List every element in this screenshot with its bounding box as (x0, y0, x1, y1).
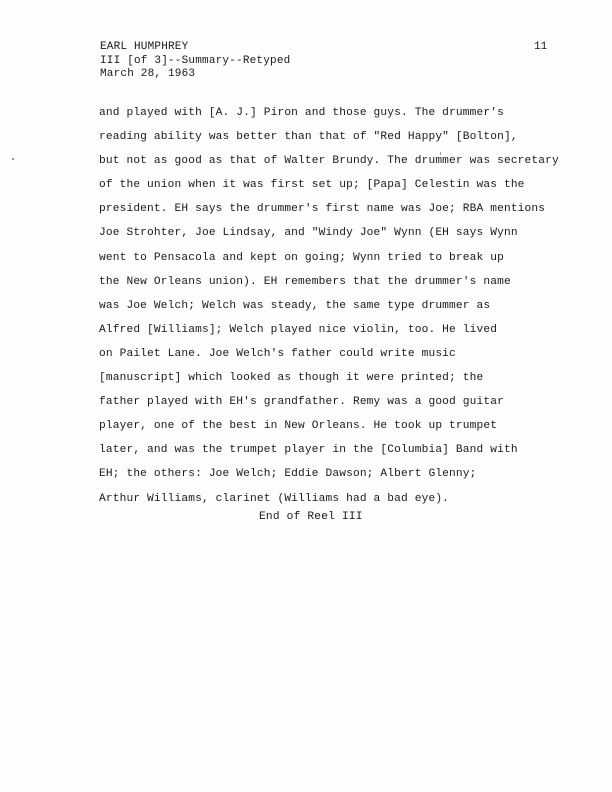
header-date: March 28, 1963 (100, 68, 196, 80)
body-line: president. EH says the drummer's first name was Joe; RBA mentions (99, 203, 546, 216)
header-reel-info: III [of 3]--Summary--Retyped (100, 54, 291, 67)
body-line: the New Orleans union). EH remembers that the drummer's name (99, 275, 511, 288)
body-line: father played with EH's grandfather. Remy was a good guitar (99, 396, 504, 409)
body-line: and played with [A. J.] Piron and those guys. The drummer's (99, 107, 504, 119)
body-line: was Joe Welch; Welch was steady, the same type drummer as (99, 299, 491, 312)
scan-speck (440, 152, 441, 155)
end-of-reel-note: End of Reel III (259, 511, 363, 523)
body-line: on Pailet Lane. Joe Welch's father could write music (99, 347, 456, 360)
body-line: later, and was the trumpet player in the [Columbia] Band with (99, 444, 518, 457)
body-line: Arthur Williams, clarinet (Williams had a bad eye). (99, 492, 450, 505)
body-line: went to Pensacola and kept on going; Wynn tried to break up (99, 251, 504, 264)
summary-body (99, 101, 599, 511)
scan-speck (12, 158, 14, 160)
header-interviewee-name: EARL HUMPHREY (100, 41, 189, 53)
body-line: EH; the others: Joe Welch; Eddie Dawson; Albert Glenny; (99, 468, 477, 481)
body-line: but not as good as that of Walter Brundy. The drummer was secretary (99, 155, 559, 168)
body-line: Alfred [Williams]; Welch played nice violin, too. He lived (99, 323, 498, 336)
page-header (100, 41, 290, 82)
body-line: player, one of the best in New Orleans. He took up trumpet (99, 420, 498, 433)
page-number: 11 (534, 41, 548, 53)
body-line: Joe Strohter, Joe Lindsay, and "Windy Joe" Wynn (EH says Wynn (99, 227, 518, 240)
body-line: of the union when it was first set up; [Papa] Celestin was the (99, 179, 525, 192)
body-line: reading ability was better than that of "Red Happy" [Bolton], (99, 131, 518, 144)
body-line: [manuscript] which looked as though it were printed; the (99, 372, 484, 385)
